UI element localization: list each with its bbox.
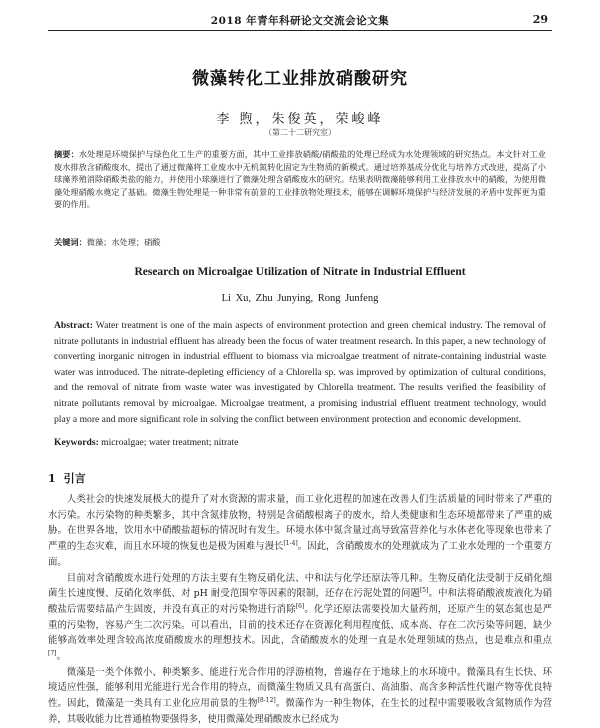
chinese-keywords-label: 关键词： [54, 237, 87, 247]
introduction-body [48, 492, 552, 728]
english-keywords-label: Keywords: [54, 437, 99, 448]
chinese-affiliation: （第二十二研究室） [264, 128, 336, 137]
section-number: 1 [48, 472, 56, 485]
running-header [48, 10, 552, 31]
paragraph: 微藻是一类个体微小、种类繁多、能进行光合作用的浮游植物，普遍存在于地球上的水环境中。微藻具有生长快、环境适应性强，能够利用光能进行光合作用的特点，而微藻生物质又具有高蛋白、高油脂、高含多种活性代谢产物等优良特性。因此，微藻是一类具有工业化应用前景的生物[8-12]。微藻作为一种生物体，在生长的过程中需要吸收含氮物质作为营养，其吸收能力比普通植物要强得多，使用微藻处理硝酸废水已经成为 [48, 666, 552, 725]
english-title: Research on Microalgae Utilization of Nitrate in Industrial Effluent [134, 266, 466, 278]
citation: [1-4] [283, 539, 298, 547]
chinese-authors: 李 煦，朱俊英，荣峻峰 [216, 112, 384, 127]
paragraph: 人类社会的快速发展极大的提升了对水资源的需求量，而工业化进程的加速在改善人们生活质量的同时带来了严重的水污染。水污染物的种类繁多，其中含氮排放物，特别是含硝酸根离子的废水，给人类健康和生态环境都带来了严重的威胁。在世界各地，饮用水中硝酸盐超标的情况时有发生。环境水体中氮含量过高导致富营养化与水体老化等现象也带来了严重的生态灾难，而且水环境的恢复也是极为困难与漫长[1-4]。因此，含硝酸废水的处理就成为了工业水处理的一个重要方面。 [48, 494, 552, 568]
page-number: 29 [532, 13, 548, 26]
citation: [8-12] [257, 697, 276, 705]
chinese-abstract-text: 水处理是环境保护与绿色化工生产的重要方面，其中工业排放硝酸/硝酸盐的处理已经成为水处理领域的研究热点。本文针对工业废水排放含硝酸废水，提出了通过微藻将工业废水中无机氮转化固定为生物质的新模式。通过培养基成分优化与培养方式改进，提高了小球藻养殖消除硝酸类盐的能力，并使用小球藻进行了微藻处理含硝酸废水的研究。结果表明微藻能够利用工业排放水中的硝酸，为使用微藻处理硝酸水奠定了基础。微藻生物处理是一种非常有前景的工业排放物处理技术，能够在调解环境保护与经济发展的矛盾中发挥更为重要的作用。 [54, 149, 546, 210]
english-keywords-text: microalgae; water treatment; nitrate [98, 437, 239, 448]
citation: [5] [419, 587, 429, 595]
chinese-keywords-text: 微藻；水处理；硝酸 [86, 237, 161, 247]
section-heading-introduction [48, 470, 86, 486]
english-authors: Li Xu, Zhu Junying, Rong Junfeng [221, 293, 379, 304]
paragraph: 目前对含硝酸废水进行处理的方法主要有生物反硝化法、中和法与化学还原法等几种。生物反硝化法受制于反硝化细菌生长速度慢、反硝化效率低、对 pH 耐受范围窄等因素的限制，还存在污泥处置的问题[5]。中和法将硝酸液废液化为硝酸盐后需要结晶产生固废，并没有真正的对污染物进行消除[6]。化学还原法需要投加大量药剂，还原产生的氨态氮也是严重的污染物，容易产生二次污染。可以看出，目前的技术还存在资源化利用程度低、成本高、存在二次污染等问题，缺少能够高效率处理含较高浓度硝酸废水的理想技术。因此，含硝酸废水的处理一直是水处理领域的热点，也是难点和重点[7]。 [48, 572, 552, 663]
chinese-title: 微藻转化工业排放硝酸研究 [192, 69, 408, 89]
english-keywords [54, 436, 546, 450]
english-abstract-text: Water treatment is one of the main aspects of environment protection and green chemical industry. The removal of nitrate pollutants in industrial effluent has already been the focus of water treatment research. In this paper, a new technology of converting inorganic nitrogen in industrial effluent to biomass via microalgae treatment of nitrate-containing industrial waste water was introduced. The nitrate-depleting efficiency of a Chlorella sp. was improved by optimization of cultural conditions, and the removal of nitrate from waste water was investigated by Chlorella treatment. The results verified the feasibility of nitrate pollutants removal by microalgae. Microalgae treatment, a promising industrial effluent treatment technology, would play a more and more significant role in solving the conflict between environment protection and economic development. [54, 320, 546, 425]
citation: [6] [295, 602, 305, 610]
english-abstract [54, 318, 546, 427]
citation: [7] [48, 649, 57, 657]
english-abstract-label: Abstract: [54, 320, 93, 331]
running-title: 2018 年青年科研论文交流会论文集 [210, 15, 390, 27]
chinese-keywords [54, 236, 546, 248]
chinese-abstract [54, 148, 546, 211]
chinese-abstract-label: 摘要： [54, 149, 79, 159]
section-title: 引言 [63, 472, 86, 485]
